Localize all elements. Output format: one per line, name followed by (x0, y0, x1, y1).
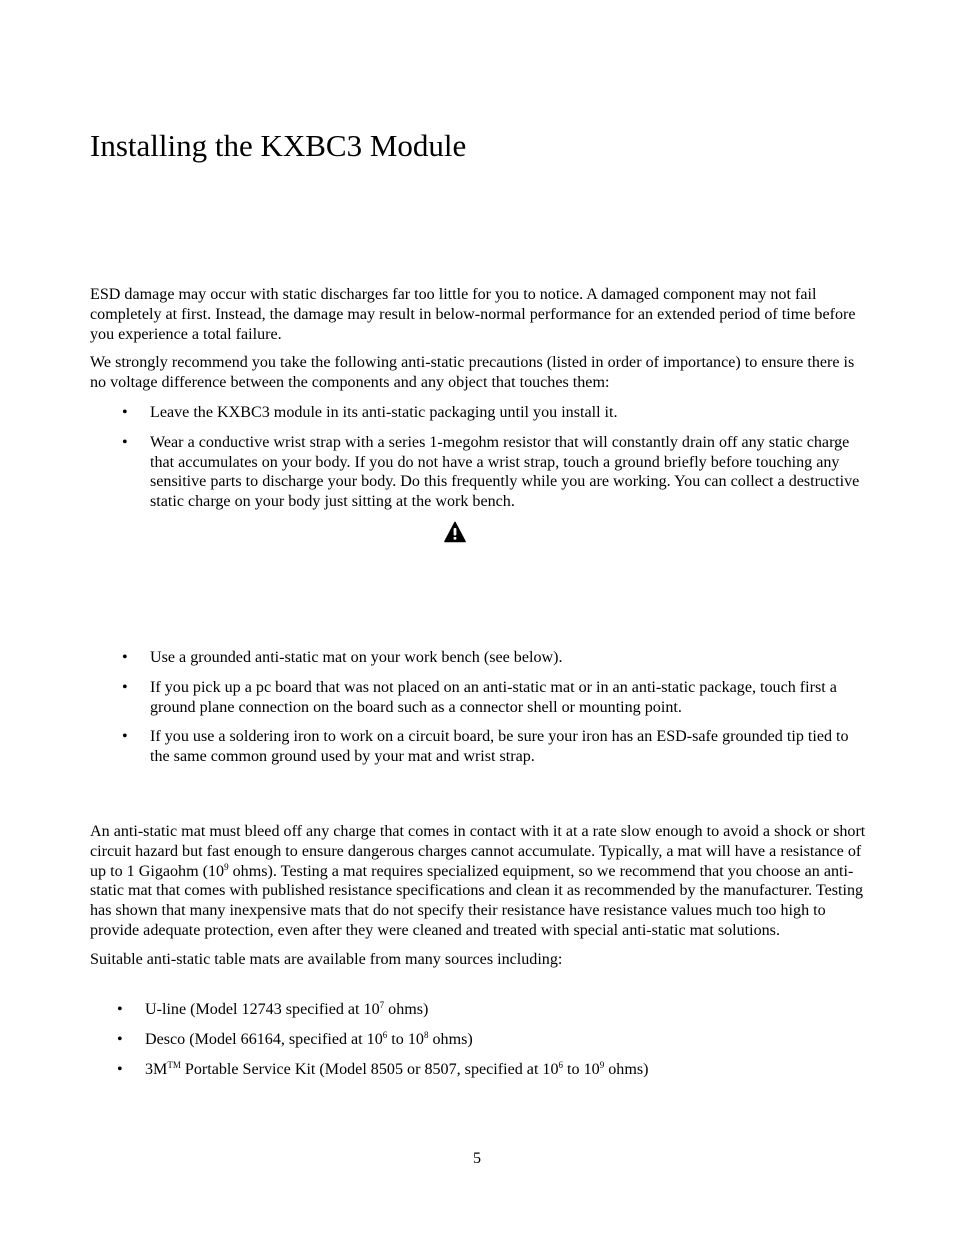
source-mid: to 10 (387, 1030, 424, 1048)
mat-text-part2: ohms). Testing a mat requires specialized equipment, so we recommend that you choose an anti-static mat that comes with published resistance specifications and clean it as recommended by the manufacturer. Testing has shown that many inexpensive mats that do not specify their resistance have resistance values much too high to provide adequate protection, even after they were cleaned and treated with special anti-static mat solutions. (90, 862, 864, 939)
warning-triangle-icon (444, 521, 466, 543)
bullet-icon: • (122, 433, 128, 451)
list-item-text: If you pick up a pc board that was not placed on an anti-static mat or in an anti-static package, touch first a ground plane connection on the board such as a connector shell or mounting point. (150, 678, 837, 716)
list-item-3m (90, 1060, 870, 1080)
bullet-icon: • (122, 678, 128, 696)
bullet-icon: • (122, 728, 128, 746)
list-item (90, 403, 870, 423)
precautions-list-a (90, 403, 870, 512)
list-item (90, 678, 870, 718)
source-tail: ohms) (428, 1030, 473, 1048)
esd-intro-paragraph: ESD damage may occur with static discharges far too little for you to notice. A damaged component may not fail completely at first. Instead, the damage may result in below-normal performance for an extended period of time before you experience a total failure. (90, 286, 856, 343)
list-item-text: Wear a conductive wrist strap with a series 1-megohm resistor that will constantly drain off any static charge that accumulates on your body. If you do not have a wrist strap, touch a ground briefly before touching any sensitive parts to discharge your body. Do this frequently while you are working. You can collect a destructive static charge on your body just sitting at the work bench. (150, 433, 860, 511)
list-item (90, 648, 870, 668)
list-item-text: Use a grounded anti-static mat on your work bench (see below). (150, 649, 563, 666)
source-tail: ohms) (604, 1060, 649, 1078)
list-item-text: If you use a soldering iron to work on a circuit board, be sure your iron has an ESD-safe grounded tip tied to the same common ground used by your mat and wrist strap. (150, 728, 849, 766)
bullet-icon: • (117, 1001, 123, 1018)
source-mid: to 10 (563, 1060, 600, 1078)
exponent: 6 (558, 1059, 564, 1070)
list-item-uline (90, 1000, 870, 1020)
list-item-desco (90, 1030, 870, 1050)
exponent: 8 (423, 1029, 429, 1040)
bullet-icon: • (117, 1030, 123, 1048)
mat-paragraph (90, 822, 870, 941)
source-text: Desco (Model 66164, specified at 10 (145, 1030, 383, 1048)
bullet-icon: • (122, 649, 128, 666)
bullet-icon: • (117, 1060, 123, 1078)
sources-intro-paragraph: Suitable anti-static table mats are available from many sources including: (90, 950, 563, 968)
list-item-text: Leave the KXBC3 module in its anti-static packaging until you install it. (150, 404, 618, 421)
exponent: 6 (382, 1029, 388, 1040)
precautions-intro-paragraph: We strongly recommend you take the following anti-static precautions (listed in order of importance) to ensure there is no voltage difference between the components and any object that touches them: (90, 354, 855, 392)
mat-section (90, 822, 870, 970)
sources-list (90, 1000, 870, 1079)
source-text: Portable Service Kit (Model 8505 or 8507, specified at 10 (180, 1060, 559, 1078)
source-brand: 3M (145, 1060, 168, 1078)
exponent: 9 (599, 1059, 605, 1070)
trademark-mark: TM (167, 1059, 181, 1070)
source-text: U-line (Model 12743 specified at 10 (145, 1001, 380, 1018)
esd-section (90, 285, 870, 393)
source-tail: ohms) (384, 1001, 429, 1018)
list-item (90, 727, 870, 767)
page-number: 5 (472, 1150, 482, 1167)
exponent: 7 (379, 1000, 385, 1010)
bullet-icon: • (122, 404, 128, 421)
exponent: 9 (224, 861, 229, 872)
precautions-list-b (90, 648, 870, 767)
page-title: Installing the KXBC3 Module (90, 128, 467, 163)
mat-text-part1: An anti-static mat must bleed off any charge that comes in contact with it at a rate slow enough to avoid a shock or short circuit hazard but fast enough to ensure dangerous charges cannot accumulate. Typically, a mat will have a resistance of up to 1 Gigaohm (10 (90, 823, 866, 880)
list-item (90, 433, 870, 512)
